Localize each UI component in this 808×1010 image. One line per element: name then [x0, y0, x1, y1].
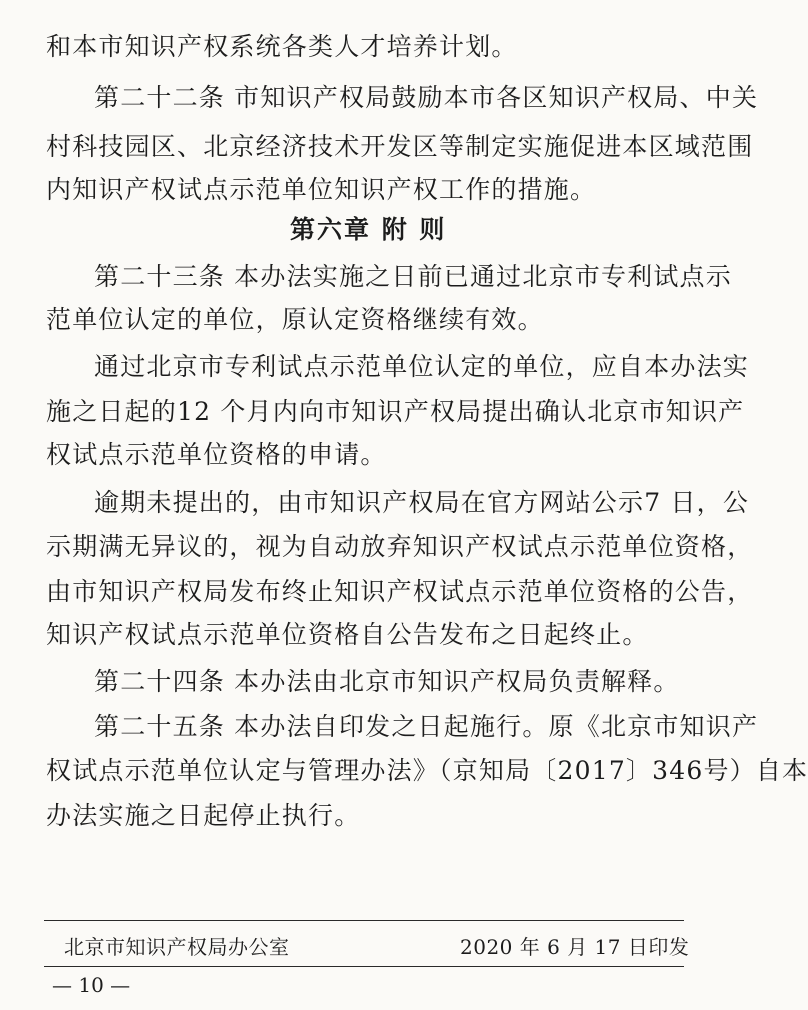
- article-25-line-2: 权试点示范单位认定与管理办法》（京知局〔2017〕346号）自本: [46, 756, 808, 785]
- body-line-1: 和本市知识产权系统各类人才培养计划。: [46, 32, 518, 61]
- article-22-line-1: 第二十二条 市知识产权局鼓励本市各区知识产权局、中关: [94, 83, 759, 112]
- article-23-line-1: 第二十三条 本办法实施之日前已通过北京市专利试点示: [94, 262, 732, 291]
- paragraph-3-line-4: 知识产权试点示范单位资格自公告发布之日起终止。: [46, 620, 649, 649]
- footer-print-date: 2020 年 6 月 17 日印发: [460, 935, 690, 959]
- article-23-line-2: 范单位认定的单位，原认定资格继续有效。: [46, 305, 544, 334]
- article-25-line-1: 第二十五条 本办法自印发之日起施行。原《北京市知识产: [94, 712, 759, 741]
- paragraph-2-line-3: 权试点示范单位资格的申请。: [46, 440, 387, 469]
- paragraph-2-line-1: 通过北京市专利试点示范单位认定的单位，应自本办法实: [94, 352, 750, 381]
- article-22-line-3: 内知识产权试点示范单位知识产权工作的措施。: [46, 175, 597, 204]
- article-24-line-1: 第二十四条 本办法由北京市知识产权局负责解释。: [94, 667, 680, 696]
- page-number: — 10 —: [52, 973, 131, 997]
- paragraph-3-line-2: 示期满无异议的，视为自动放弃知识产权试点示范单位资格，: [46, 532, 754, 561]
- footer-top-rule: [44, 920, 684, 921]
- chapter-heading: 第六章 附 则: [290, 215, 447, 244]
- paragraph-2-line-2: 施之日起的12 个月内向市知识产权局提出确认北京市知识产: [46, 397, 745, 426]
- footer-bottom-rule: [44, 966, 684, 967]
- article-25-line-3: 办法实施之日起停止执行。: [46, 801, 361, 830]
- paragraph-3-line-1: 逾期未提出的，由市知识产权局在官方网站公示7 日，公: [94, 488, 750, 517]
- article-22-line-2: 村科技园区、北京经济技术开发区等制定实施促进本区域范围: [46, 132, 754, 161]
- footer-issuer: 北京市知识产权局办公室: [64, 935, 290, 959]
- paragraph-3-line-3: 由市知识产权局发布终止知识产权试点示范单位资格的公告，: [46, 577, 754, 606]
